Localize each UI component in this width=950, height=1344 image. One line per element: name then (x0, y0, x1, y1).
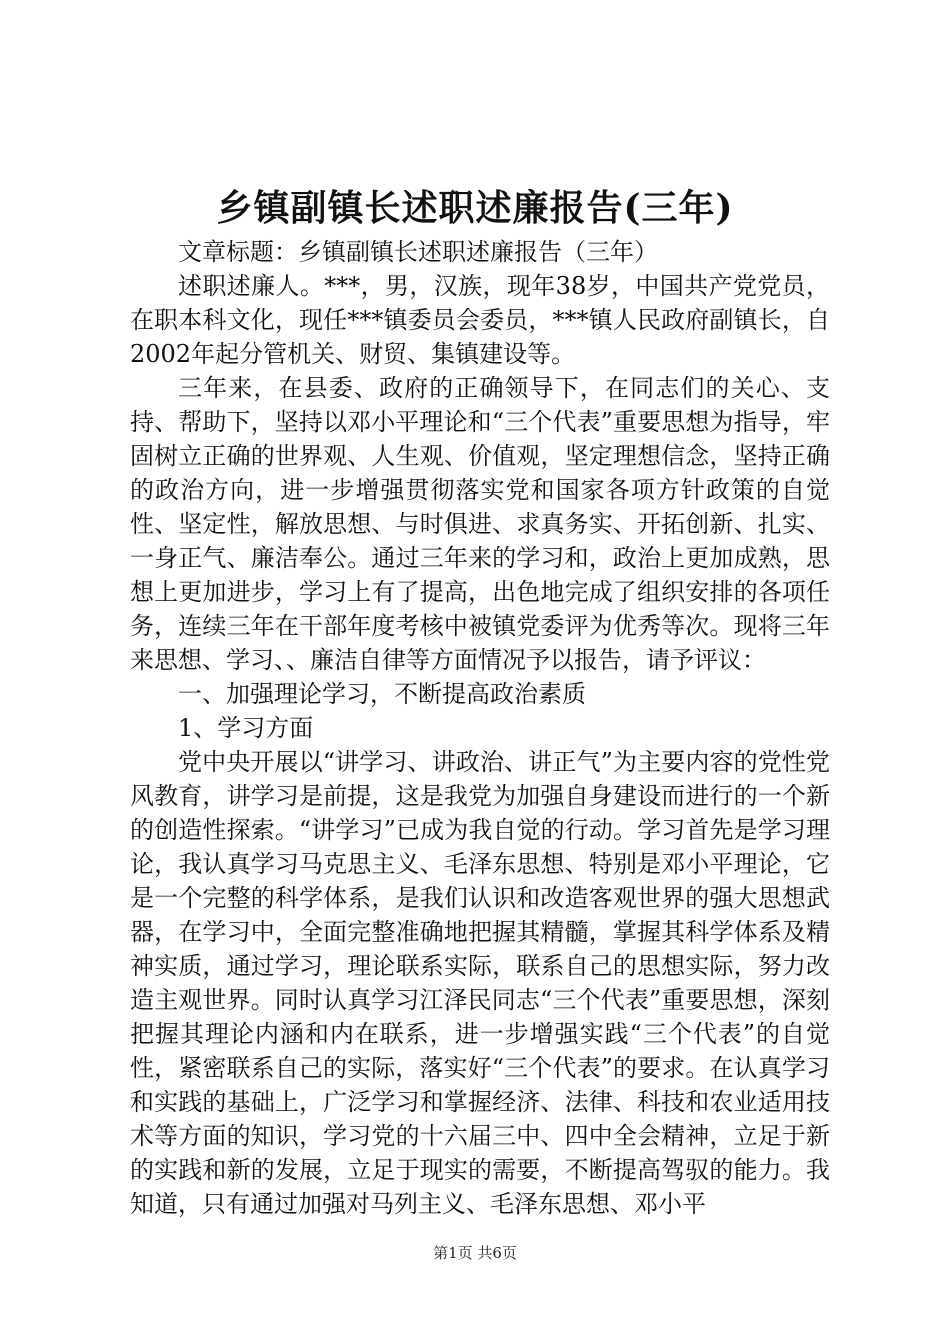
page-number: 第1页 共6页 (433, 1244, 517, 1262)
section-heading-1: 一、加强理论学习，不断提高政治素质 (178, 680, 586, 708)
article-title-line: 文章标题：乡镇副镇长述职述廉报告（三年） (178, 238, 658, 266)
paragraph-summary: 三年来，在县委、政府的正确领导下，在同志们的关心、支持、帮助下，坚持以邓小平理论和“三个代表”重要思想为指导，牢固树立正确的世界观、人生观、价值观，坚定理想信念，坚持正确的政治方向，进一步增强贯彻落实党和国家各项方针政策的自觉性、坚定性，解放思想、与时俱进、求真务实、开拓创新、扎实、一身正气、廉洁奉公。通过三年来的学习和，政治上更加成熟，思想上更加进步，学习上有了提高，出色地完成了组织安排的各项任务，连续三年在干部年度考核中被镇党委评为优秀等次。现将三年来思想、学习、、廉洁自律等方面情况予以报告，请予评议： (130, 374, 830, 674)
document-body (130, 235, 830, 1221)
paragraph-study: 党中央开展以“讲学习、讲政治、讲正气”为主要内容的党性党风教育，讲学习是前提，这是我党为加强自身建设而进行的一个新的创造性探索。“讲学习”已成为我自觉的行动。学习首先是学习理论，我认真学习马克思主义、毛泽东思想、特别是邓小平理论，它是一个完整的科学体系，是我们认识和改造客观世界的强大思想武器，在学习中，全面完整准确地把握其精髓，掌握其科学体系及精神实质，通过学习，理论联系实际，联系自己的思想实际，努力改造主观世界。同时认真学习江泽民同志“三个代表”重要思想，深刻把握其理论内涵和内在联系，进一步增强实践“三个代表”的自觉性，紧密联系自己的实际，落实好“三个代表”的要求。在认真学习和实践的基础上，广泛学习和掌握经济、法律、科技和农业适用技术等方面的知识，学习党的十六届三中、四中全会精神，立足于新的实践和新的发展，立足于现实的需要，不断提高驾驭的能力。我知道，只有通过加强对马列主义、毛泽东思想、邓小平 (130, 748, 830, 1218)
document-title: 乡镇副镇长述职述廉报告(三年) (216, 187, 734, 229)
paragraph-personal-info: 述职述廉人。***，男，汉族，现年38岁，中国共产党党员，在职本科文化，现任***镇委员会委员，***镇人民政府副镇长，自2002年起分管机关、财贸、集镇建设等。 (130, 272, 830, 368)
subsection-heading-1: 1、学习方面 (178, 714, 314, 742)
